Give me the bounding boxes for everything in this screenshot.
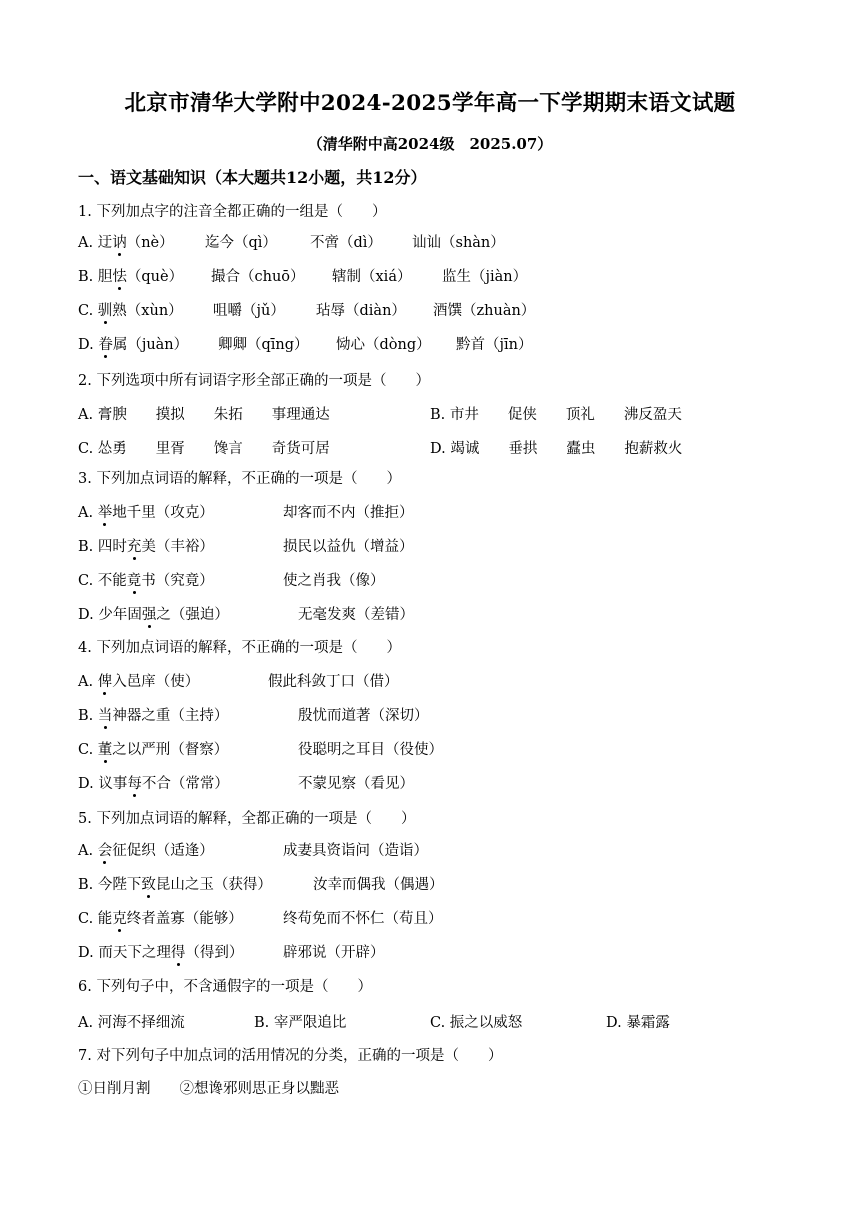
q1-option-a-item: 迄今（qì） (205, 235, 277, 251)
emphasis-dot-char: 董 (98, 738, 113, 759)
q3-option-b: B. 四时充美（丰裕） (78, 535, 214, 556)
emphasis-dot-char: 驯 (98, 299, 113, 320)
q1-option-b-item: 辖制（xiá） (332, 269, 412, 285)
q4-option-b-item: 殷忧而道著（深切） (298, 708, 429, 724)
emphasis-dot-char: 怯 (112, 265, 127, 286)
q1-option-c-item: 酒馔（zhuàn） (433, 303, 536, 319)
emphasis-dot-char: 举 (98, 501, 113, 522)
q4-option-d: D. 议事每不合（常常） (78, 772, 229, 793)
emphasis-dot-char: 俾 (98, 670, 113, 691)
question-7-stem: 7. 对下列句子中加点词的活用情况的分类，正确的一项是（ ） (78, 1048, 503, 1064)
q3-option-c: C. 不能竟书（究竟） (78, 569, 214, 590)
q3-option-a-item: 却客而不内（推拒） (283, 505, 414, 521)
emphasis-dot-char: 讷 (112, 231, 127, 252)
question-2-stem: 2. 下列选项中所有词语字形全部正确的一项是（ ） (78, 373, 430, 389)
question-4-stem: 4. 下列加点词语的解释，不正确的一项是（ ） (78, 640, 401, 656)
q1-option-b: B. 胆怯（què） (78, 265, 183, 286)
q5-option-b-item: 汝幸而偶我（偶遇） (313, 877, 444, 893)
q6-option-a: A. 河海不择细流 (78, 1015, 185, 1031)
emphasis-dot-char: 每 (127, 772, 142, 793)
q1-option-c: C. 驯熟（xùn） (78, 299, 183, 320)
q3-option-d-item: 无毫发爽（差错） (298, 607, 414, 623)
emphasis-dot-char: 当 (98, 704, 113, 725)
q1-option-b-item: 监生（jiàn） (442, 269, 528, 285)
q5-option-b: B. 今陛下致昆山之玉（获得） (78, 873, 272, 894)
q3-option-a: A. 举地千里（攻克） (78, 501, 214, 522)
q2-option-d: D. 竭诚 垂拱 蠹虫 抱薪救火 (430, 441, 683, 457)
q4-option-a: A. 俾入邑庠（使） (78, 670, 199, 691)
q5-option-c: C. 能克终者盖寡（能够） (78, 907, 243, 928)
q4-option-b: B. 当神器之重（主持） (78, 704, 228, 725)
q4-option-c-item: 役聪明之耳目（役使） (298, 742, 443, 758)
q5-option-a-item: 成妻具资诣问（造诣） (283, 843, 428, 859)
q4-option-a-item: 假此科敛丁口（借） (268, 674, 399, 690)
emphasis-dot-char: 得 (171, 941, 186, 962)
document-title: 北京市清华大学附中2024-2025学年高一下学期期末语文试题 (124, 91, 736, 116)
q1-option-c-item: 玷辱（diàn） (316, 303, 406, 319)
emphasis-dot-char: 会 (98, 839, 113, 860)
question-6-stem: 6. 下列句子中，不含通假字的一项是（ ） (78, 979, 372, 995)
q2-option-b: B. 市井 促侠 顶礼 沸反盈天 (430, 407, 682, 423)
q5-option-d: D. 而天下之理得（得到） (78, 941, 243, 962)
question-3-stem: 3. 下列加点词语的解释，不正确的一项是（ ） (78, 471, 401, 487)
q3-option-b-item: 损民以益仇（增益） (283, 539, 414, 555)
emphasis-dot-char: 竟 (127, 569, 142, 590)
q1-option-a: A. 迂讷（nè） (78, 231, 174, 252)
emphasis-dot-char: 充 (127, 535, 142, 556)
q5-option-c-item: 终苟免而不怀仁（苟且） (283, 911, 443, 927)
q3-option-d: D. 少年固强之（强迫） (78, 603, 229, 624)
q2-option-a: A. 膏腴 摸拟 朱拓 事理通达 (78, 407, 330, 423)
q1-option-d-item: 恸心（dòng） (336, 337, 431, 353)
emphasis-dot-char: 眷 (98, 333, 113, 354)
section-heading: 一、语文基础知识（本大题共12小题，共12分） (78, 168, 427, 187)
q6-option-d: D. 暴霜露 (606, 1015, 670, 1031)
question-5-stem: 5. 下列加点词语的解释，全都正确的一项是（ ） (78, 811, 416, 827)
emphasis-dot-char: 强 (142, 603, 157, 624)
q1-option-c-item: 咀嚼（jǔ） (213, 303, 285, 319)
q1-option-d: D. 眷属（juàn） (78, 333, 188, 354)
question-1-stem: 1. 下列加点字的注音全都正确的一组是（ ） (78, 204, 387, 220)
document-subtitle: （清华附中高2024级 2025.07） (307, 135, 553, 153)
q1-option-b-item: 撮合（chuō） (211, 269, 305, 285)
q2-option-c: C. 怂勇 里胥 馋言 奇货可居 (78, 441, 330, 457)
q3-option-c-item: 使之肖我（像） (283, 573, 385, 589)
q7-items: ①日削月割 ②想谗邪则思正身以黜恶 (78, 1081, 339, 1097)
q6-option-c: C. 振之以威怒 (430, 1015, 523, 1031)
emphasis-dot-char: 致 (141, 873, 156, 894)
q4-option-c: C. 董之以严刑（督察） (78, 738, 228, 759)
q1-option-d-item: 卿卿（qīng） (218, 337, 309, 353)
emphasis-dot-char: 克 (112, 907, 127, 928)
q5-option-d-item: 辟邪说（开辟） (283, 945, 385, 961)
q1-option-a-item: 不啻（dì） (310, 235, 382, 251)
q1-option-a-item: 讪讪（shàn） (412, 235, 505, 251)
q6-option-b: B. 宰严限追比 (254, 1015, 347, 1031)
q5-option-a: A. 会征促织（适逢） (78, 839, 214, 860)
q4-option-d-item: 不蒙见察（看见） (298, 776, 414, 792)
q1-option-d-item: 黔首（jīn） (456, 337, 533, 353)
